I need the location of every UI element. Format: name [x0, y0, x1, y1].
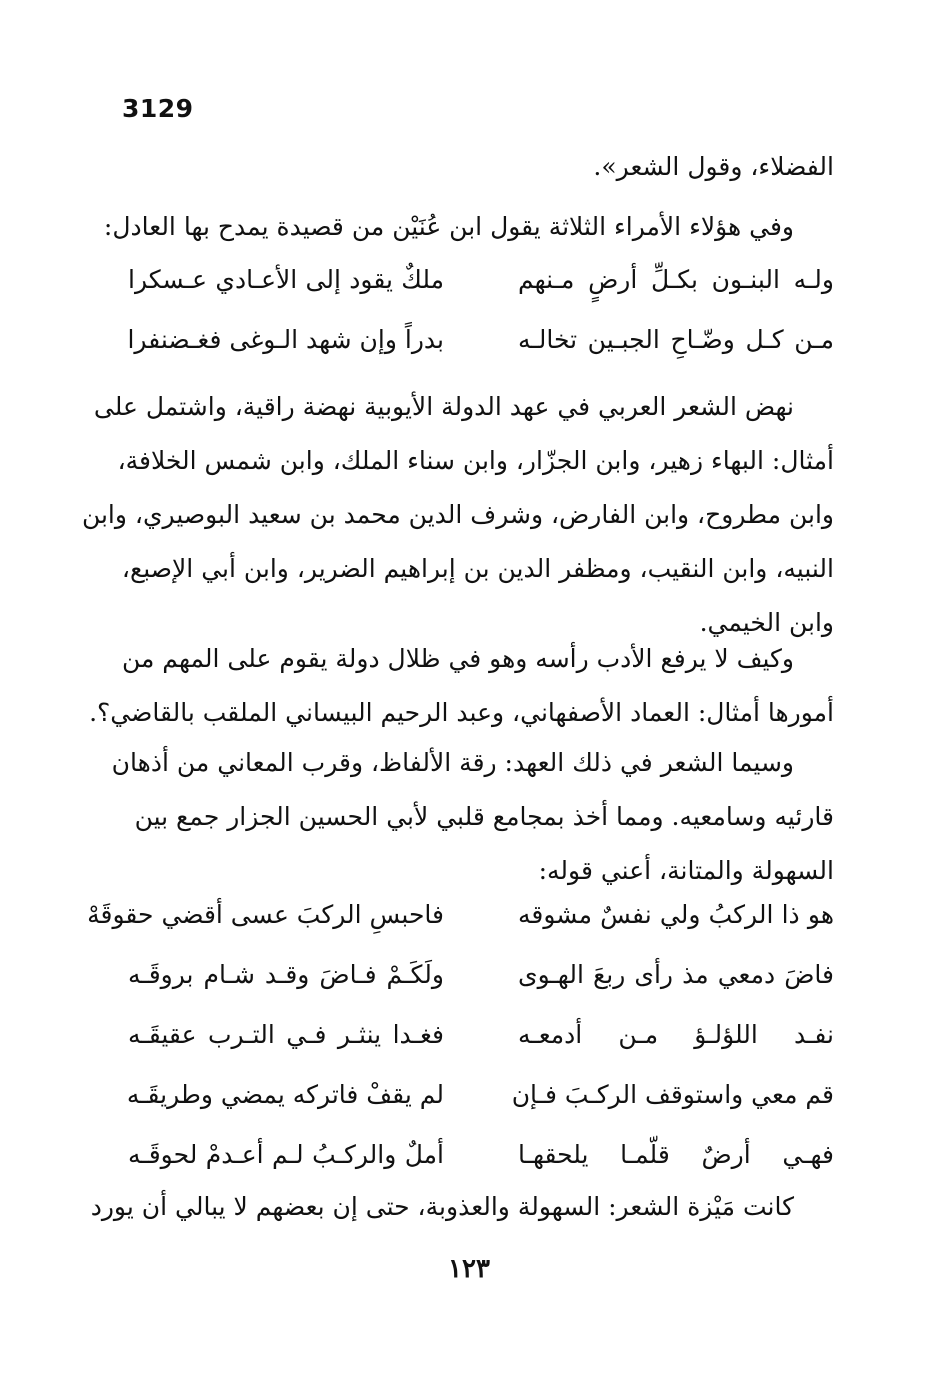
text-line: كانت مَيْزة الشعر: السهولة والعذوبة، حتى إن بعضهم لا يبالي أن يورد [90, 1192, 794, 1221]
verse-row [128, 265, 834, 325]
text-line: النبيه، وابن النقيب، ومظفر الدين بن إبراهيم الضرير، وابن أبي الإصبع، [121, 554, 834, 583]
verse-row [128, 325, 834, 385]
text-line: وسيما الشعر في ذلك العهد: رقة الألفاظ، وقرب المعاني من أذهان [111, 748, 794, 777]
verse-row [87, 900, 834, 960]
verse-second-hemistich: ولَكَـمْ فـاضَ وقـد شـام بروقَـه [128, 960, 444, 989]
verse-second-hemistich: فاحبسِ الركبَ عسى أقضي حقوقَهْ [87, 900, 444, 929]
text-line: وابن مطروح، وابن الفارض، وشرف الدين محمد بن سعيد البوصيري، وابن [81, 500, 834, 529]
verse-first-hemistich: قم معي واستوقف الركـبَ فـإن [511, 1080, 834, 1109]
verse-first-hemistich: هو ذا الركبُ ولي نفسٌ مشوقه [518, 900, 834, 929]
verse-first-hemistich: فهـي أرضٌ قلّمـا يلحقهـا [518, 1140, 834, 1169]
verse-second-hemistich: لم يقفْ فاتركه يمضي وطريقَـه [126, 1080, 444, 1109]
paragraph-poetry-features [111, 736, 834, 898]
verse-row [128, 960, 834, 1020]
poem-al-jazzar [87, 900, 834, 1200]
verse-row [128, 1020, 834, 1080]
text-line: وكيف لا يرفع الأدب رأسه وهو في ظلال دولة يقوم على المهم من [121, 644, 794, 673]
verse-second-hemistich: ملكٌ يقود إلى الأعـادي عـسكرا [128, 265, 444, 294]
text-line: نهض الشعر العربي في عهد الدولة الأيوبية نهضة راقية، واشتمل على [93, 392, 794, 421]
page-number-top: 3129 [122, 94, 194, 123]
text-line: وابن الخيمي. [699, 608, 834, 637]
verse-first-hemistich: نفـد اللؤلـؤ مـن أدمعـه [518, 1020, 834, 1049]
paragraph-continuation [128, 140, 834, 194]
verse-second-hemistich: أملٌ والركـبُ لـم أعـدمْ لحوقَـه [128, 1140, 444, 1169]
verse-first-hemistich: مـن كـل وضّـاحِ الجبـين تخالـه [518, 325, 834, 354]
paragraph-literature-state [89, 632, 834, 740]
verse-second-hemistich: فغـدا ينثـر فـي التـرب عقيقَـه [128, 1020, 444, 1049]
poem-ibn-unayn [128, 265, 834, 385]
paragraph-poetry-distinction [90, 1180, 834, 1234]
text-line: الفضلاء، وقول الشعر». [593, 152, 834, 181]
text-line: قارئيه وسامعيه. ومما أخذ بمجامع قلبي لأبي الحسين الجزار جمع بين [134, 802, 834, 831]
paragraph-intro-poem [103, 200, 834, 254]
text-line: أمثال: البهاء زهير، وابن الجزّار، وابن سناء الملك، وابن شمس الخلافة، [117, 446, 834, 475]
verse-first-hemistich: فاضَ دمعي مذ رأى ربعَ الهـوى [518, 960, 834, 989]
paragraph-ayyubid-poets [81, 380, 834, 650]
page-number-bottom: ١٢٣ [448, 1254, 490, 1284]
text-line: وفي هؤلاء الأمراء الثلاثة يقول ابن عُنَيْن من قصيدة يمدح بها العادل: [103, 212, 794, 241]
verse-second-hemistich: بدراً وإن شهد الـوغى فغـضنفرا [127, 325, 444, 354]
verse-first-hemistich: ولـه البنـون بكـلِّ أرضٍ مـنهم [518, 265, 834, 294]
text-line: السهولة والمتانة، أعني قوله: [538, 856, 834, 885]
verse-row [128, 1080, 834, 1140]
text-line: أمورها أمثال: العماد الأصفهاني، وعبد الرحيم البيساني الملقب بالقاضي؟. [89, 698, 834, 727]
